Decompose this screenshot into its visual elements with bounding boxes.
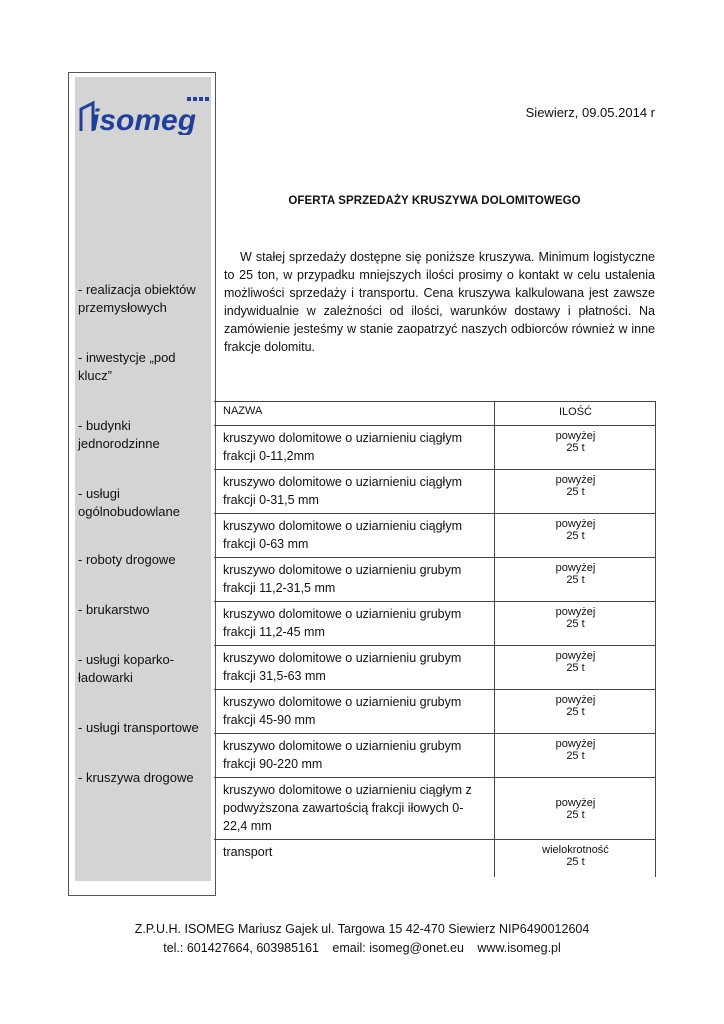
row-qty [495,558,656,602]
table-row [214,734,656,778]
footer-phone: tel.: 601427664, 603985161 [163,941,319,955]
service-item: - usługi transportowe [78,720,199,735]
qty-value: 25 t [566,809,585,821]
qty-label: powyżej [555,430,596,442]
row-qty [495,470,656,514]
service-item: - kruszywa drogowe [78,770,194,785]
service-item: - roboty drogowe [78,552,176,567]
row-name: kruszywo dolomitowe o uziarnieniu ciągłym frakcji 0-11,2mm [214,426,495,470]
qty-label: powyżej [555,650,596,662]
table-row [214,426,656,470]
document-title: OFERTA SPRZEDAŻY KRUSZYWA DOLOMITOWEGO [288,195,581,207]
qty-value: 25 t [566,750,585,762]
table-header-row [214,402,656,426]
table-row [214,690,656,734]
row-qty [495,602,656,646]
qty-label: powyżej [555,694,596,706]
table-row [214,470,656,514]
row-name: kruszywo dolomitowe o uziarnieniu grubym frakcji 11,2-31,5 mm [214,558,495,602]
row-name: kruszywo dolomitowe o uziarnieniu grubym frakcji 11,2-45 mm [214,602,495,646]
service-item: - usługi ogólnobudowlane [78,486,180,519]
qty-value: 25 t [566,662,585,674]
service-item: - inwestycje „pod klucz” [78,350,176,383]
footer-contact [0,939,724,958]
sidebar [75,77,211,881]
header-name: NAZWA [214,402,495,426]
row-qty [495,646,656,690]
row-name: kruszywo dolomitowe o uziarnieniu ciągłym frakcji 0-31,5 mm [214,470,495,514]
qty-value: 25 t [566,486,585,498]
qty-value: 25 t [566,856,585,868]
qty-value: 25 t [566,574,585,586]
isomeg-logo [79,95,217,135]
row-qty [495,734,656,778]
table-row [214,778,656,840]
row-qty [495,426,656,470]
qty-value: 25 t [566,706,585,718]
service-item: - realizacja obiektów przemysłowych [78,282,196,315]
footer [0,920,724,958]
offer-table [214,401,656,877]
row-name: kruszywo dolomitowe o uziarnieniu grubym frakcji 31,5-63 mm [214,646,495,690]
service-item: - brukarstwo [78,602,150,617]
table-row [214,514,656,558]
header-qty: ILOŚĆ [495,402,656,426]
table-row [214,558,656,602]
logo-text: isomeg [91,104,197,135]
row-name: transport [214,840,495,878]
service-item: - usługi koparko-ładowarki [78,652,175,685]
intro-paragraph: W stałej sprzedaży dostępne się poniższe kruszywa. Minimum logistyczne to 25 ton, w przypadku mniejszych ilości prosimy o kontakt w celu ustalenia możliwości sprzedaży i transportu. Cena kruszywa kalkulowana jest zawsze indywidualnie w zależności od ilości, warunków dostawy i płatności. Na zamówienie jesteśmy w stanie zaopatrzyć naszych odbiorców również w inne frakcje dolomitu. [224,250,655,354]
qty-label: powyżej [555,606,596,618]
qty-value: 25 t [566,618,585,630]
service-item: - budynki jednorodzinne [78,418,160,451]
footer-email[interactable]: email: isomeg@onet.eu [332,941,464,955]
qty-label: powyżej [555,738,596,750]
qty-value: 25 t [566,530,585,542]
table-row [214,646,656,690]
row-qty [495,690,656,734]
table-row [214,840,656,878]
row-qty [495,778,656,840]
table-row [214,602,656,646]
qty-label: powyżej [555,562,596,574]
row-name: kruszywo dolomitowe o uziarnieniu grubym frakcji 90-220 mm [214,734,495,778]
row-qty [495,514,656,558]
document-date: Siewierz, 09.05.2014 r [525,105,655,120]
footer-company: Z.P.U.H. ISOMEG Mariusz Gajek ul. Targowa 15 42-470 Siewierz NIP6490012604 [134,922,590,936]
footer-website[interactable]: www.isomeg.pl [477,941,561,955]
row-name: kruszywo dolomitowe o uziarnieniu ciągłym z podwyższona zawartością frakcji iłowych 0-22,4 mm [214,778,495,840]
sidebar-frame [68,72,216,896]
qty-label: powyżej [555,797,596,809]
qty-value: 25 t [566,442,585,454]
qty-label: powyżej [555,518,596,530]
row-qty [495,840,656,878]
row-name: kruszywo dolomitowe o uziarnieniu grubym frakcji 45-90 mm [214,690,495,734]
qty-label: powyżej [555,474,596,486]
row-name: kruszywo dolomitowe o uziarnieniu ciągłym frakcji 0-63 mm [214,514,495,558]
qty-label: wielokrotność [542,844,609,856]
